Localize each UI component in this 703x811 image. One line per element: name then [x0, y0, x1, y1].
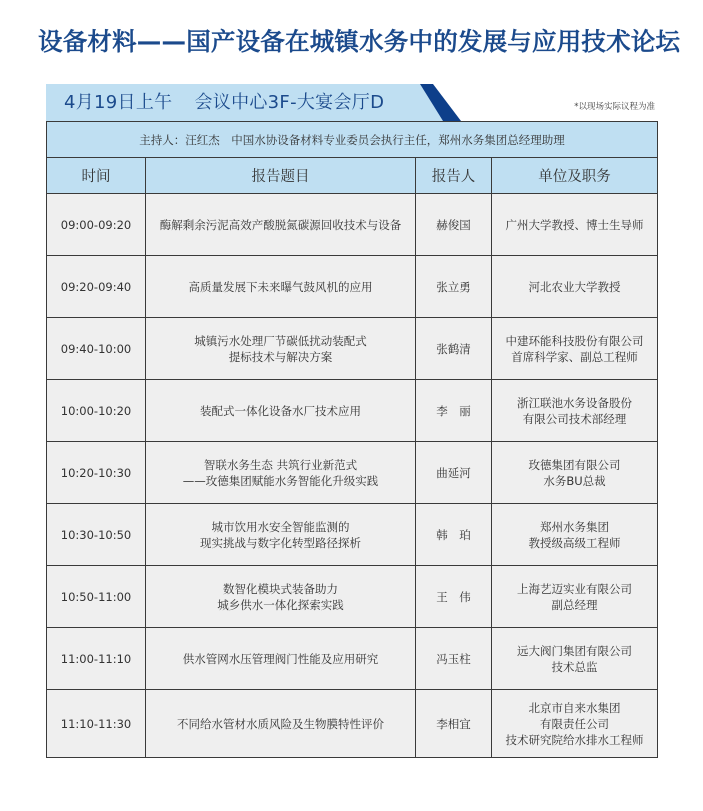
topic-line: 不同给水管材水质风险及生物膜特性评价	[177, 716, 384, 731]
table-row	[47, 566, 658, 628]
affiliation-line: 有限公司技术部经理	[522, 411, 627, 426]
time-cell: 11:00-11:10	[47, 628, 146, 690]
time-cell: 10:00-10:20	[47, 380, 146, 442]
speaker-cell: 李 丽	[416, 380, 492, 442]
time-cell: 10:20-10:30	[47, 442, 146, 504]
table-row	[47, 504, 658, 566]
affiliation-cell	[492, 256, 658, 318]
topic-line: 城乡供水一体化探索实践	[217, 597, 344, 612]
affiliation-cell	[492, 628, 658, 690]
table-row	[47, 628, 658, 690]
table-row	[47, 380, 658, 442]
topic-line: 智联水务生态 共筑行业新范式	[203, 457, 358, 472]
affiliation-line: 技术总监	[551, 659, 598, 674]
topic-cell	[146, 442, 416, 504]
affiliation-line: 远大阀门集团有限公司	[517, 643, 632, 658]
table-row	[47, 194, 658, 256]
agenda-note: *以现场实际议程为准	[574, 102, 655, 112]
table-row	[47, 256, 658, 318]
schedule-table	[46, 121, 658, 758]
topic-line: 城镇污水处理厂节碳低扰动装配式	[194, 333, 367, 348]
time-cell: 10:50-11:00	[47, 566, 146, 628]
table-header	[47, 158, 658, 194]
header-speaker: 报告人	[416, 158, 492, 194]
time-cell: 09:20-09:40	[47, 256, 146, 318]
affiliation-line: 玫德集团有限公司	[528, 457, 621, 472]
affiliation-line: 北京市自来水集团	[528, 700, 621, 715]
affiliation-line: 水务BU总裁	[543, 473, 606, 488]
time-cell: 10:30-10:50	[47, 504, 146, 566]
affiliation-cell	[492, 690, 658, 758]
affiliation-line: 有限责任公司	[540, 716, 609, 731]
topic-cell	[146, 256, 416, 318]
speaker-cell: 王 伟	[416, 566, 492, 628]
speaker-cell: 曲延河	[416, 442, 492, 504]
speaker-cell: 张立勇	[416, 256, 492, 318]
affiliation-cell	[492, 442, 658, 504]
topic-cell	[146, 566, 416, 628]
time-cell: 11:10-11:30	[47, 690, 146, 758]
topic-line: 供水管网水压管理阀门性能及应用研究	[182, 651, 379, 666]
affiliation-line: 中建环能科技股份有限公司	[505, 333, 644, 348]
topic-cell	[146, 690, 416, 758]
affiliation-line: 教授级高级工程师	[528, 535, 621, 550]
topic-line: ——玫德集团赋能水务智能化升级实践	[182, 473, 379, 488]
topic-cell	[146, 628, 416, 690]
topic-line: 城市饮用水安全智能监测的	[211, 519, 350, 534]
affiliation-cell	[492, 318, 658, 380]
speaker-cell: 张鹤清	[416, 318, 492, 380]
header-topic: 报告题目	[146, 158, 416, 194]
affiliation-line: 郑州水务集团	[540, 519, 609, 534]
host-row	[47, 122, 658, 158]
topic-line: 现实挑战与数字化转型路径探析	[200, 535, 361, 550]
session-banner	[46, 84, 466, 122]
speaker-cell: 李相宜	[416, 690, 492, 758]
table-row	[47, 690, 658, 758]
header-affiliation: 单位及职务	[492, 158, 658, 194]
affiliation-line: 首席科学家、副总工程师	[511, 349, 638, 364]
affiliation-line: 技术研究院给水排水工程师	[505, 732, 644, 747]
table-row	[47, 442, 658, 504]
time-cell: 09:40-10:00	[47, 318, 146, 380]
topic-line: 数智化模块式装备助力	[223, 581, 338, 596]
session-date: 4月19日上午	[64, 92, 173, 113]
topic-line: 高质量发展下未来曝气鼓风机的应用	[188, 279, 373, 294]
topic-cell	[146, 194, 416, 256]
table-row	[47, 318, 658, 380]
session-info	[64, 84, 384, 122]
affiliation-line: 广州大学教授、博士生导师	[505, 217, 644, 232]
affiliation-cell	[492, 380, 658, 442]
affiliation-cell	[492, 504, 658, 566]
speaker-cell: 冯玉柱	[416, 628, 492, 690]
speaker-cell: 韩 珀	[416, 504, 492, 566]
affiliation-line: 浙江联池水务设备股份	[517, 395, 632, 410]
speaker-cell: 赫俊国	[416, 194, 492, 256]
time-cell: 09:00-09:20	[47, 194, 146, 256]
topic-cell	[146, 504, 416, 566]
topic-line: 提标技术与解决方案	[228, 349, 333, 364]
topic-cell	[146, 380, 416, 442]
topic-cell	[146, 318, 416, 380]
page-title: 设备材料——国产设备在城镇水务中的发展与应用技术论坛	[38, 27, 681, 56]
affiliation-line: 河北农业大学教授	[528, 279, 621, 294]
topic-line: 装配式一体化设备水厂技术应用	[200, 403, 361, 418]
affiliation-cell	[492, 194, 658, 256]
topic-line: 酶解剩余污泥高效产酸脱氮碳源回收技术与设备	[159, 217, 402, 232]
session-venue: 会议中心3F-大宴会厅D	[194, 92, 385, 113]
host-info: 主持人：汪红杰 中国水协设备材料专业委员会执行主任，郑州水务集团总经理助理	[47, 122, 658, 158]
affiliation-cell	[492, 566, 658, 628]
affiliation-line: 副总经理	[551, 597, 598, 612]
affiliation-line: 上海艺迈实业有限公司	[517, 581, 632, 596]
header-time: 时间	[47, 158, 146, 194]
